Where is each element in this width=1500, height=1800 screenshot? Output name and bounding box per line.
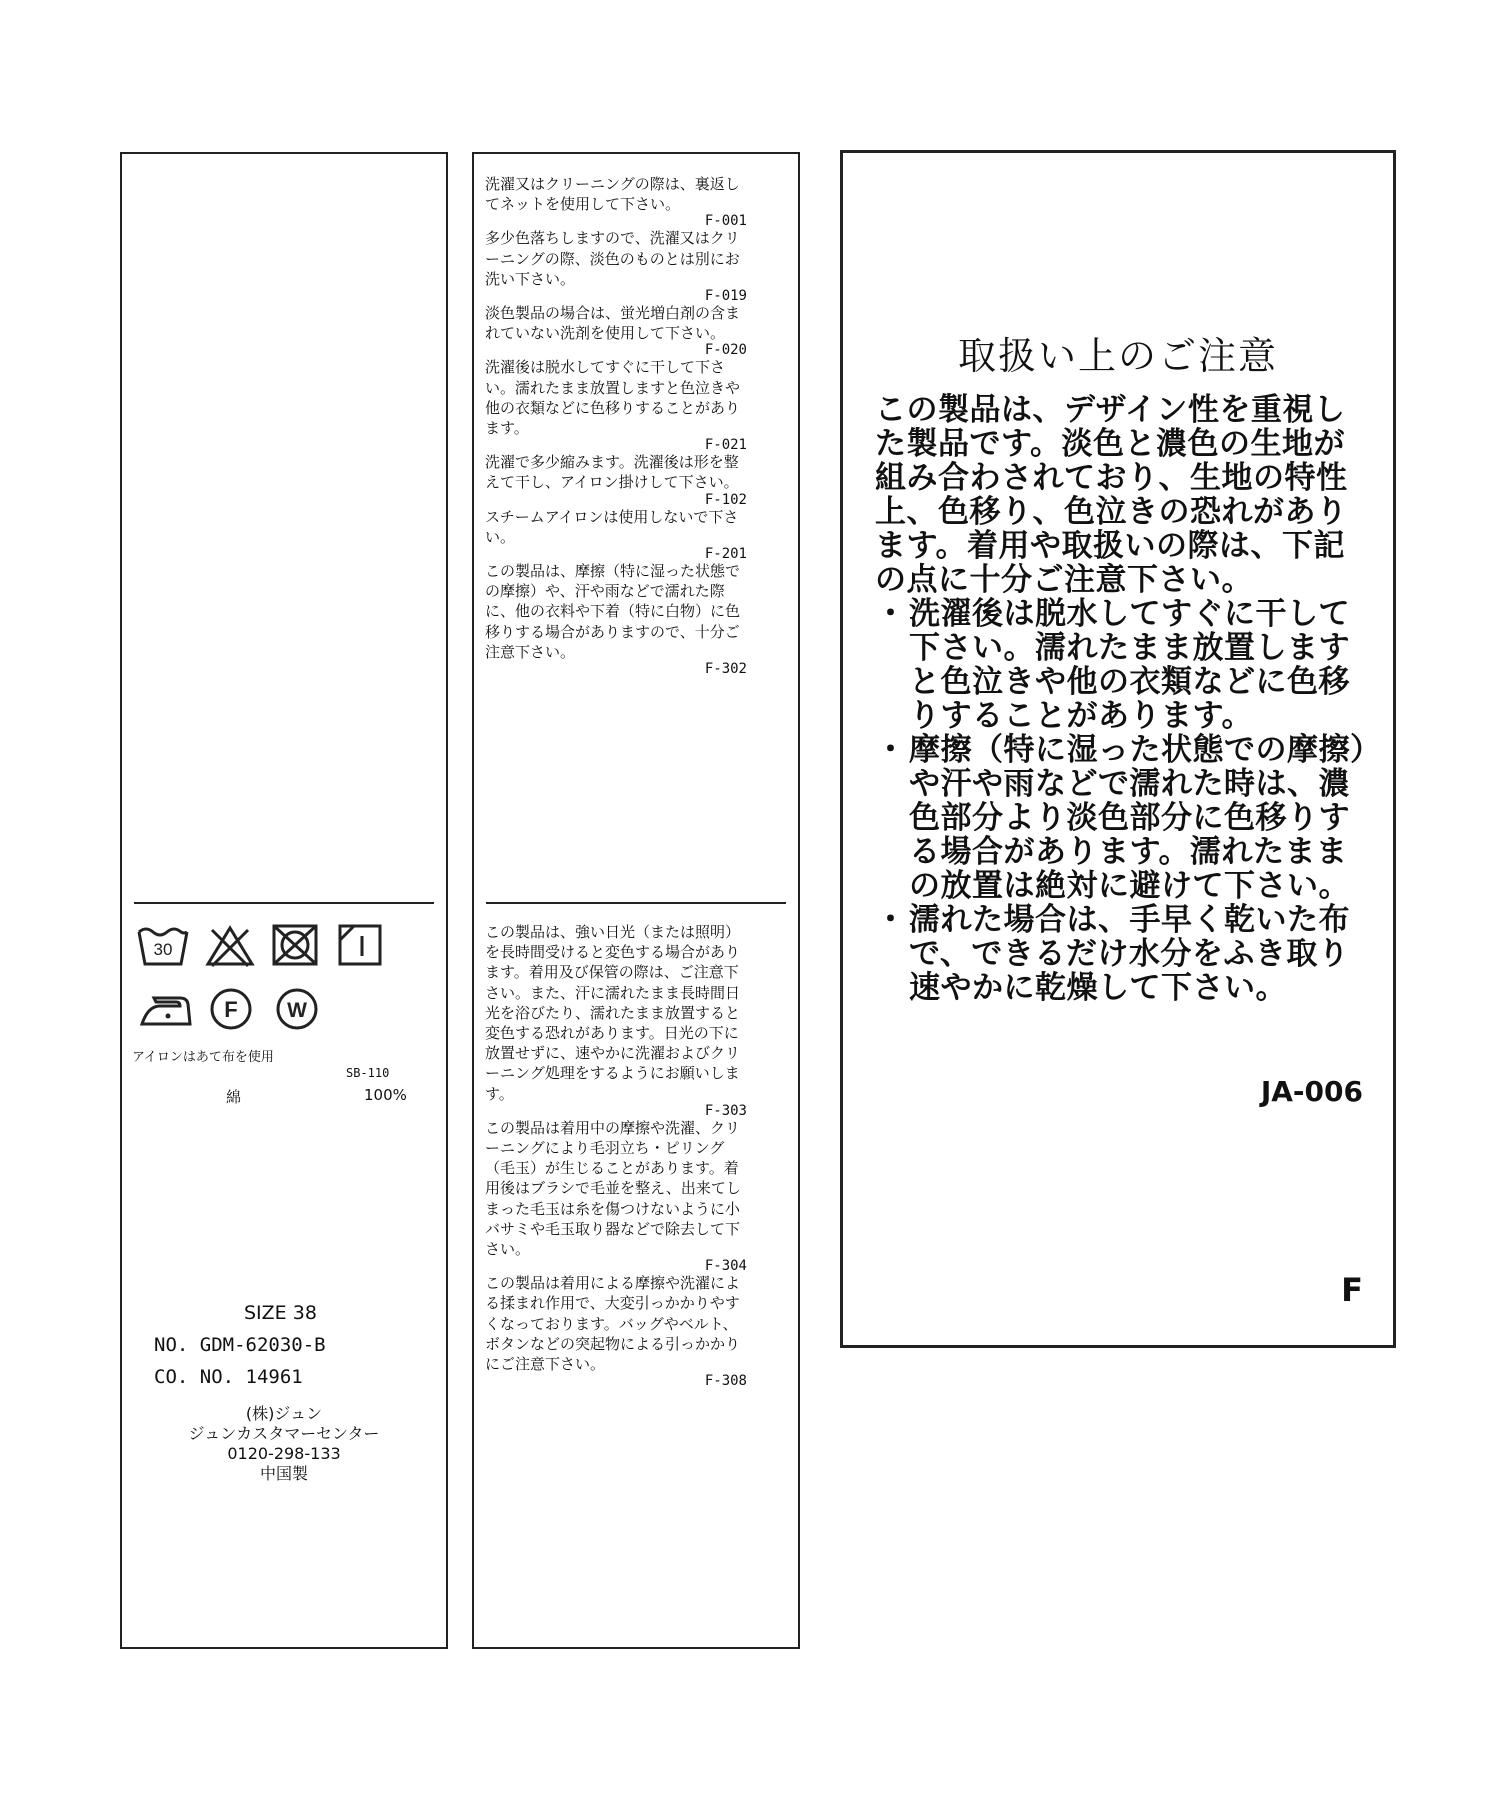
caution-code: JA-006 bbox=[1260, 1075, 1363, 1108]
care-notes-bottom bbox=[485, 922, 747, 1388]
note-text: 洗濯後は脱水してすぐに干して下さい。濡れたまま放置しますと色泣きや他の衣類などに色移りすることがあります。 bbox=[485, 358, 741, 438]
caution-bullet bbox=[875, 903, 1375, 1005]
note-code: F-102 bbox=[704, 491, 747, 508]
caution-label bbox=[840, 150, 1396, 1348]
svg-text:F: F bbox=[224, 997, 238, 1022]
note-text: この製品は、摩擦（特に湿った状態での摩擦）や、汗や雨などで濡れた際に、他の衣料や下着（特に白物）に色移りする場合がありますので、十分ご注意下さい。 bbox=[485, 562, 741, 661]
caution-intro: この製品は、デザイン性を重視した製品です。淡色と濃色の生地が組み合わされており、生地の特性上、色移り、色泣きの恐れがあります。着用や取扱いの際は、下記の点に十分ご注意下さい。 bbox=[875, 392, 1348, 598]
bullet-text: 洗濯後は脱水してすぐに干して下さい。濡れたまま放置しますと色泣きや他の衣類などに色移りすることがあります。 bbox=[909, 596, 1350, 734]
svg-text:W: W bbox=[287, 999, 307, 1022]
note-item bbox=[485, 922, 747, 1118]
company-number: CO. NO. 14961 bbox=[154, 1366, 303, 1388]
note-text: 多少色落ちしますので、洗濯又はクリーニングの際、淡色のものとは別にお洗い下さい。 bbox=[485, 229, 740, 288]
bullet-text: 摩擦（特に湿った状態での摩擦）や汗や雨などで濡れた時は、濃色部分より淡色部分に色移りする場合があります。濡れたままの放置は絶対に避けて下さい。 bbox=[909, 732, 1366, 904]
bullet-text: 濡れた場合は、手早く乾いた布で、できるだけ水分をふき取り速やかに乾燥して下さい。 bbox=[909, 902, 1350, 1006]
no-tumble-dry-icon bbox=[270, 922, 320, 968]
note-item bbox=[485, 561, 747, 676]
svg-text:30: 30 bbox=[153, 940, 173, 959]
note-code: F-304 bbox=[704, 1258, 747, 1275]
product-number: NO. GDM-62030-B bbox=[154, 1334, 326, 1356]
bullet-mark: ・ bbox=[875, 732, 907, 768]
dry-clean-f-icon bbox=[208, 986, 254, 1032]
iron-low-icon bbox=[138, 990, 196, 1030]
note-code: F-001 bbox=[704, 213, 747, 230]
care-notes-top bbox=[485, 174, 747, 676]
note-text: この製品は着用中の摩擦や洗濯、クリーニングにより毛羽立ち・ピリング（毛玉）が生じることがあります。着用後はブラシで毛並を整え、出来てしまった毛玉は糸を傷つけないように小バサミや毛玉取り器などで除去して下さい。 bbox=[485, 1118, 741, 1259]
company-name: (株)ジュン bbox=[245, 1404, 323, 1423]
note-text: 洗濯で多少縮みます。洗濯後は形を整えて干し、アイロン掛けして下さい。 bbox=[485, 453, 739, 492]
wet-clean-w-icon bbox=[274, 986, 320, 1032]
note-item bbox=[485, 357, 747, 452]
no-bleach-icon bbox=[204, 924, 256, 968]
note-text: この製品は、強い日光（または照明）を長時間受けると変色する場合があります。着用及び保管の際は、ご注意下さい。また、汗に濡れたまま長時間日光を浴びたり、濡れたまま放置すると変色する恐れがあります。日光の下に放置せずに、速やかに洗濯およびクリーニング処理をするようにお願いします。 bbox=[485, 923, 741, 1103]
note-text: この製品は着用による摩擦や洗濯による揉まれ作用で、大変引っかかりやすくなっております。バッグやベルト、ボタンなどの突起物による引っかかりにご注意下さい。 bbox=[485, 1274, 741, 1374]
size-text: SIZE 38 bbox=[244, 1302, 317, 1324]
note-code: F-308 bbox=[704, 1373, 747, 1390]
note-item bbox=[485, 1118, 747, 1273]
note-item bbox=[485, 174, 747, 228]
care-label-2 bbox=[472, 152, 800, 1649]
note-item bbox=[485, 228, 747, 303]
note-item bbox=[485, 507, 747, 561]
caution-title: 取扱い上のご注意 bbox=[957, 334, 1278, 378]
caution-body bbox=[875, 393, 1375, 1005]
note-code: F-302 bbox=[704, 661, 747, 678]
divider bbox=[486, 902, 786, 904]
phone-number: 0120-298-133 bbox=[227, 1444, 341, 1463]
iron-note: アイロンはあて布を使用 bbox=[132, 1050, 274, 1065]
note-item bbox=[485, 452, 747, 506]
company-info bbox=[122, 1404, 446, 1484]
note-text: 淡色製品の場合は、蛍光増白剤の含まれていない洗剤を使用して下さい。 bbox=[485, 304, 741, 343]
note-item bbox=[485, 303, 747, 357]
bullet-mark: ・ bbox=[875, 596, 907, 632]
caution-bullet bbox=[875, 733, 1375, 903]
note-code: F-019 bbox=[704, 288, 747, 305]
note-code: F-303 bbox=[704, 1102, 747, 1119]
line-dry-icon bbox=[336, 922, 384, 968]
caution-bullet bbox=[875, 597, 1375, 733]
divider bbox=[134, 902, 434, 904]
note-code: F-201 bbox=[704, 546, 747, 563]
fiber-percent: 100% bbox=[364, 1086, 407, 1104]
note-item bbox=[485, 1273, 747, 1388]
bullet-mark: ・ bbox=[875, 902, 907, 938]
caution-letter: F bbox=[1341, 1271, 1363, 1309]
wash-30-icon bbox=[136, 922, 190, 968]
note-text: 洗濯又はクリーニングの際は、裏返してネットを使用して下さい。 bbox=[485, 175, 740, 214]
label-code: SB-110 bbox=[346, 1066, 390, 1080]
origin: 中国製 bbox=[259, 1464, 308, 1483]
care-label-1 bbox=[120, 152, 448, 1649]
note-code: F-021 bbox=[704, 437, 747, 454]
note-text: スチームアイロンは使用しないで下さい。 bbox=[485, 507, 739, 546]
customer-center: ジュンカスタマーセンター bbox=[188, 1424, 380, 1443]
fiber-name: 綿 bbox=[226, 1088, 242, 1106]
note-code: F-020 bbox=[704, 342, 747, 359]
